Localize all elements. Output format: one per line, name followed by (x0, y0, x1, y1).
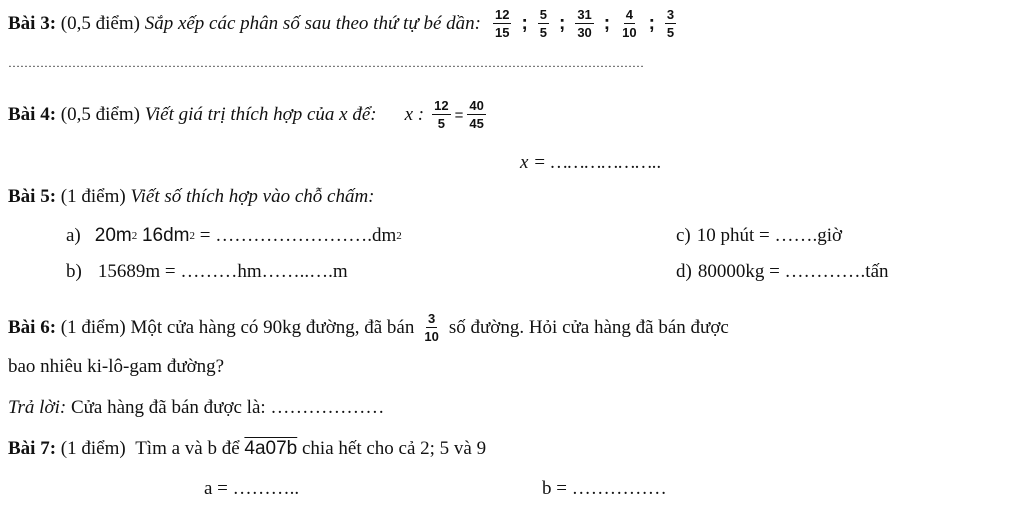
bai5-item-a[interactable]: a) 20m 2 16dm 2 = …………………….dm 2 (66, 225, 402, 246)
bai3-separator: ; (648, 13, 655, 34)
bai4-fraction-right: $\frac{40}{45}$ (469, 98, 484, 131)
bai6-row (8, 310, 729, 346)
bai5-d-label: d) (676, 261, 692, 282)
bai3-label: Bài 3: (8, 13, 57, 34)
bai4-prompt: Viết giá trị thích hợp của x để: (144, 104, 377, 125)
bai7-row (8, 438, 486, 460)
bai4-equals: = (454, 106, 464, 124)
bai4-label: Bài 4: (8, 104, 57, 125)
bai3-separator: ; (559, 13, 566, 34)
bai5-c-label: c) (676, 225, 691, 246)
bai5-points: (1 điểm) (60, 186, 126, 207)
bai4-expr-prefix: x : (404, 104, 425, 125)
bai5-b-label: b) (66, 261, 82, 282)
bai7-b-answer[interactable]: b = …………… (542, 478, 667, 499)
bai3-row (8, 8, 680, 40)
bai3-fraction-4: $\frac{4}{10}$ (622, 7, 637, 40)
bai5-label: Bài 5: (8, 186, 57, 207)
bai6-answer-text: Cửa hàng đã bán được là: ……………… (70, 397, 385, 418)
bai6-answer[interactable] (8, 397, 384, 419)
bai5-a-label: a) (66, 225, 81, 246)
bai5-item-b[interactable]: b) 15689m = ………hm……..….m (66, 261, 348, 282)
bai4-answer[interactable]: x = ……………….. (520, 152, 662, 173)
bai7-label: Bài 7: (8, 438, 57, 459)
bai4-row (8, 98, 490, 132)
bai3-separator: ; (521, 13, 528, 34)
bai3-points: (0,5 điểm) (60, 13, 140, 34)
bai6-answer-label: Trả lời: (8, 397, 67, 418)
bai5-prompt: Viết số thích hợp vào chỗ chấm: (130, 186, 375, 207)
bai5-row (8, 186, 375, 208)
bai6-points: (1 điểm) (60, 317, 126, 338)
bai6-text-before: Một cửa hàng có 90kg đường, đã bán (130, 317, 415, 338)
bai4-points: (0,5 điểm) (60, 104, 140, 125)
bai3-prompt: Sắp xếp các phân số sau theo thứ tự bé dần: (144, 13, 481, 34)
bai6-text-after: số đường. Hỏi cửa hàng đã bán được (448, 317, 729, 338)
bai3-fraction-2: $\frac{5}{5}$ (539, 7, 547, 40)
bai7-points: (1 điểm) (60, 438, 126, 459)
bai7-text-before: Tìm a và b để (135, 438, 240, 459)
bai5-item-d[interactable]: d) 80000kg = ………….tấn (676, 261, 889, 282)
bai3-fraction-3: $\frac{31}{30}$ (577, 7, 592, 40)
bai7-text-after: chia hết cho cả 2; 5 và 9 (302, 438, 487, 459)
bai6-label: Bài 6: (8, 317, 57, 338)
bai7-number: 4a07b (244, 438, 298, 459)
bai6-line2: bao nhiêu ki-lô-gam đường? (8, 356, 225, 377)
bai7-a-answer[interactable]: a = ……….. (204, 478, 300, 499)
bai3-fraction-5: $\frac{3}{5}$ (666, 7, 675, 40)
bai3-separator: ; (603, 13, 611, 34)
bai3-fraction-1: $\frac{12}{15}$ (494, 7, 510, 40)
bai5-item-c[interactable]: c) 10 phút = …….giờ (676, 225, 843, 246)
bai4-fraction-left: $\frac{12}{5}$ (434, 98, 449, 131)
bai6-fraction: $\frac{3}{10}$ (424, 311, 439, 344)
bai3-answer-line[interactable]: …………………………………………………………………………………………………………………………………………… (8, 56, 644, 70)
